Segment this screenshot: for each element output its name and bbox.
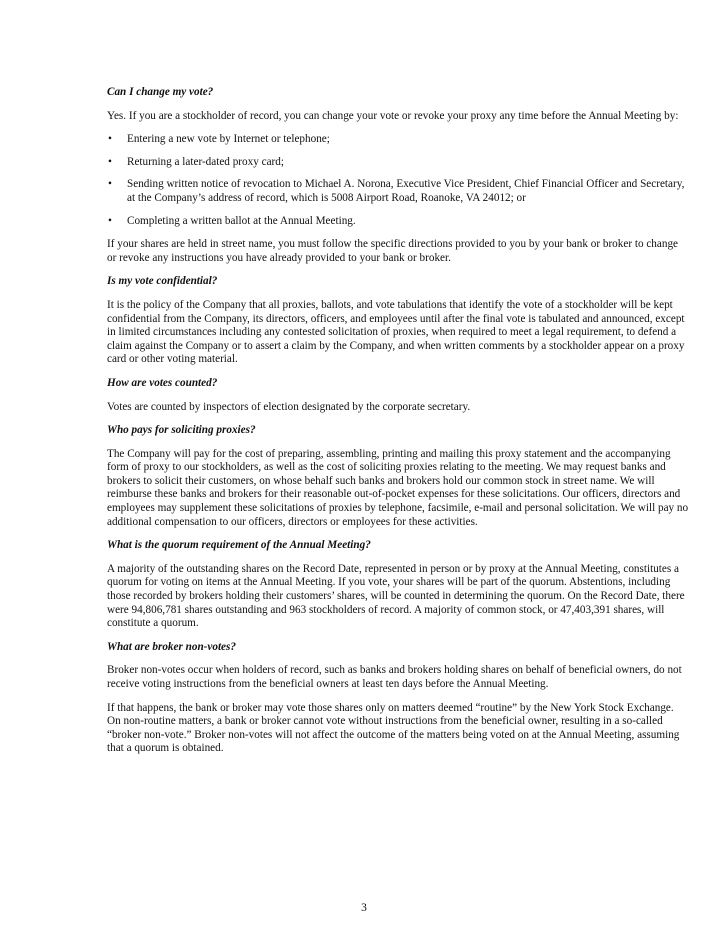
list-item: [107, 156, 689, 170]
heading-change-vote: Can I change my vote?: [107, 86, 214, 98]
heading-broker-non-votes: What are broker non-votes?: [107, 640, 236, 653]
bullet-icon: •: [108, 155, 112, 168]
paragraph-broker-non-votes-2: If that happens, the bank or broker may vote those shares only on matters deemed “routine” by the New York Stock Exchange. On non-routine matters, a bank or broker cannot vote without instructions from the beneficial owner, resulting in a so-called “broker non-vote.” Broker non-votes will not affect the outcome of the matters being voted on at the Annual Meeting, assuming that a quorum is obtained.: [107, 701, 680, 755]
list-item: [107, 215, 689, 229]
heading-quorum: What is the quorum requirement of the Annual Meeting?: [107, 539, 371, 552]
page-number: 3: [361, 902, 367, 914]
paragraph-change-vote-intro: Yes. If you are a stockholder of record, you can change your vote or revoke your proxy any time before the Annual Meeting by:: [107, 109, 679, 122]
heading-confidential: Is my vote confidential?: [107, 275, 218, 288]
paragraph-confidential: It is the policy of the Company that all proxies, ballots, and vote tabulations that identify the vote of a stockholder will be kept confidential from the Company, its directors, officers, and employees until after the final vote is tabulated and announced, except in limited circumstances including any contested solicitation of proxies, when required to meet a legal requirement, to defend a claim against the Company or to assert a claim by the Company, and when written comments by a stockholder appear on a proxy card or other voting material.: [107, 298, 685, 366]
bullet-icon: •: [108, 214, 112, 227]
paragraph-street-name: If your shares are held in street name, you must follow the specific directions provided to you by your bank or broker to change or revoke any instructions you have already provided to your bank or broker.: [107, 238, 679, 264]
paragraph-soliciting: The Company will pay for the cost of preparing, assembling, printing and mailing this proxy statement and the accompanying form of proxy to our stockholders, as well as the cost of soliciting proxies relating to the meeting. We may request banks and brokers to solicit their customers, on whose behalf such banks and brokers hold our common stock in street name. We will reimburse these banks and brokers for their reasonable out-of-pocket expenses for these solicitations. Our officers, directors and employees may supplement these solicitations of proxies by telephone, facsimile, e-mail and personal solicitation. We will pay no additional compensation to our officers, directors or employees for these activities.: [107, 447, 689, 528]
document-page: [107, 86, 689, 766]
list-item: [107, 133, 689, 147]
paragraph-votes-counted: Votes are counted by inspectors of election designated by the corporate secretary.: [107, 400, 471, 413]
paragraph-broker-non-votes-1: Broker non-votes occur when holders of record, such as banks and brokers holding shares on behalf of beneficial owners, do not receive voting instructions from the beneficial owners at least ten days before the Annual Meeting.: [107, 664, 682, 690]
list-item-text: Completing a written ballot at the Annual Meeting.: [127, 214, 356, 227]
heading-votes-counted: How are votes counted?: [107, 376, 218, 389]
heading-soliciting: Who pays for soliciting proxies?: [107, 424, 256, 437]
revocation-methods-list: [107, 133, 689, 228]
list-item-text: Returning a later-dated proxy card;: [127, 155, 284, 168]
bullet-icon: •: [108, 178, 112, 191]
list-item-text: Entering a new vote by Internet or telephone;: [127, 133, 330, 146]
list-item-text: Sending written notice of revocation to Michael A. Norona, Executive Vice President, Chief Financial Officer and Secretary, at the Company’s address of record, which is 5008 Airport Road, Roanoke, VA 24012; or: [127, 178, 685, 204]
list-item: [107, 178, 689, 205]
bullet-icon: •: [108, 133, 112, 146]
paragraph-quorum: A majority of the outstanding shares on the Record Date, represented in person or by proxy at the Annual Meeting, constitutes a quorum for voting on items at the Annual Meeting. If you vote, your shares will be part of the quorum. Abstentions, including those recorded by brokers holding their customers’ shares, will be counted in determining the quorum. On the Record Date, there were 94,806,781 shares outstanding and 963 stockholders of record. A majority of common stock, or 47,403,391 shares, will constitute a quorum.: [107, 562, 685, 630]
